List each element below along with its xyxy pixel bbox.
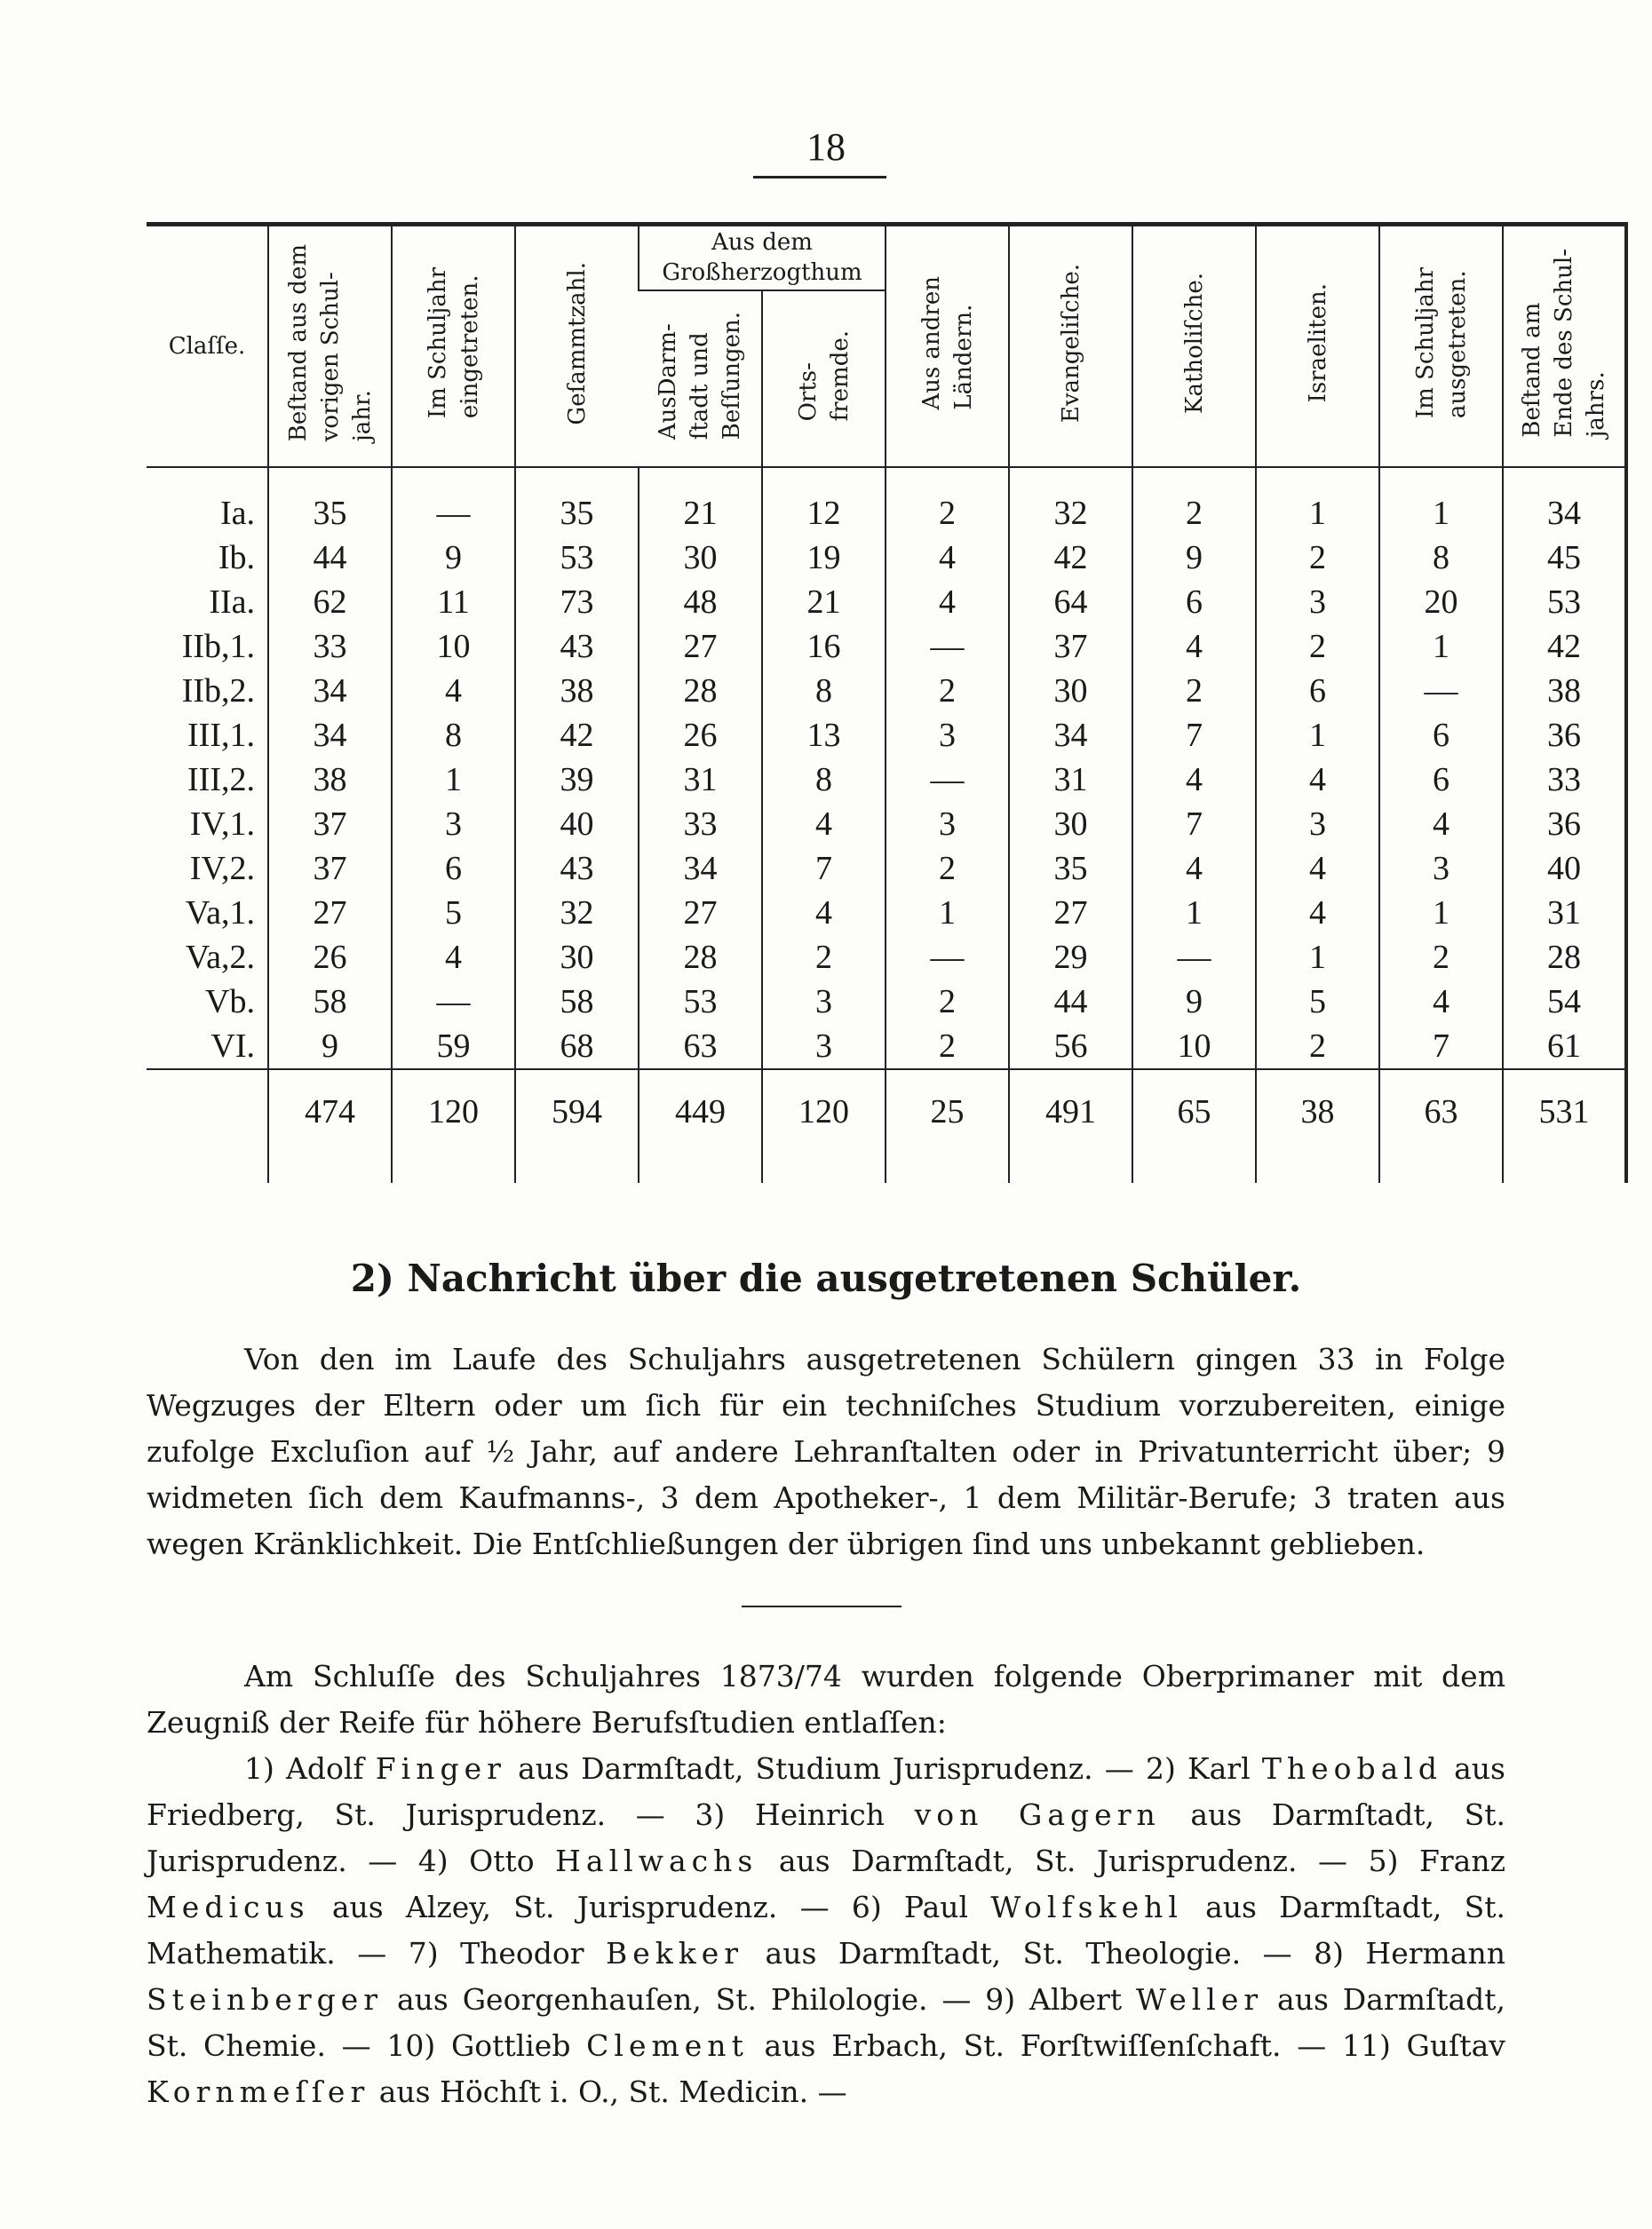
graduate-num: 6)	[851, 1890, 882, 1924]
graduate-last: Steinberger	[147, 1982, 384, 2017]
header-gesammt: Geſammtzahl.	[515, 225, 639, 468]
graduate-last: Bekker	[605, 1936, 744, 1971]
table-cell: 8	[762, 758, 886, 802]
total-cell: 474	[268, 1069, 392, 1183]
class-label-cell: Va,1.	[185, 894, 255, 932]
table-cell: 31	[1503, 891, 1626, 935]
class-label-cell: Va,2.	[185, 939, 255, 976]
table-cell: 2	[886, 669, 1009, 713]
table-cell: 32	[515, 891, 639, 935]
table-cell: 28	[639, 669, 762, 713]
graduate-last: Weller	[1135, 1982, 1264, 2017]
graduates-intro: Am Schluſſe des Schuljahres 1873/74 wurden folgende Oberprimaner mit dem Zeugniß der Reife für höhere Berufsſtudien entlaſſen:	[147, 1659, 1505, 1740]
table-cell: 3	[762, 1024, 886, 1069]
table-cell: 34	[1503, 467, 1626, 535]
graduate-num: 2)	[1145, 1751, 1176, 1786]
table-cell: 4	[1256, 891, 1379, 935]
total-cell: 38	[1256, 1069, 1379, 1183]
table-cell: 3	[762, 980, 886, 1024]
table-cell: 2	[886, 467, 1009, 535]
table-cell: 53	[1503, 580, 1626, 624]
table-row	[147, 758, 1626, 802]
graduates-list	[147, 1751, 1505, 2109]
table-cell: 42	[1503, 624, 1626, 669]
total-cell: 120	[762, 1069, 886, 1183]
table-cell: —	[1379, 669, 1503, 713]
graduate-last: Hallwachs	[555, 1844, 758, 1878]
class-label-cell: III,1.	[187, 717, 255, 754]
table-cell: 53	[639, 980, 762, 1024]
graduate-rest: aus Darmſtadt, St. Theologie. —	[765, 1936, 1292, 1971]
table-row	[147, 713, 1626, 758]
table-cell: 1	[1132, 891, 1256, 935]
table-cell: 2	[886, 1024, 1009, 1069]
student-statistics-table	[147, 222, 1628, 1183]
table-cell: 13	[762, 713, 886, 758]
table-cell: 27	[639, 891, 762, 935]
table-cell: 4	[1132, 624, 1256, 669]
class-label-cell: III,2.	[187, 761, 255, 798]
section-heading: 2) Nachricht über die ausgetretenen Schüler.	[350, 1257, 1302, 1300]
table-row	[147, 935, 1626, 980]
table-cell: 36	[1503, 802, 1626, 846]
table-cell: 4	[886, 535, 1009, 580]
class-label-cell: IV,2.	[189, 850, 255, 887]
table-row	[147, 467, 1626, 535]
table-cell: 38	[515, 669, 639, 713]
header-israeliten: Israeliten.	[1256, 225, 1379, 468]
page-number-rule	[753, 176, 886, 178]
graduate-rest: aus Darmſtadt, St. Jurisprudenz. —	[778, 1844, 1348, 1878]
table-cell: 2	[1256, 624, 1379, 669]
table-cell: 4	[1379, 802, 1503, 846]
table-cell: 44	[268, 535, 392, 580]
graduate-first: Franz	[1418, 1844, 1505, 1878]
table-cell: 37	[1009, 624, 1132, 669]
table-cell: 4	[762, 802, 886, 846]
header-eingetreten: Im Schuljahr eingetreten.	[392, 225, 515, 468]
graduate-last: Wolfskehl	[990, 1890, 1183, 1924]
table-cell: 26	[639, 713, 762, 758]
table-cell: 3	[886, 713, 1009, 758]
table-cell: 64	[1009, 580, 1132, 624]
total-cell: 449	[639, 1069, 762, 1183]
table-cell: 43	[515, 624, 639, 669]
table-cell: —	[886, 758, 1009, 802]
header-darmstadt: AusDarm- ſtadt und Beſſungen.	[639, 290, 762, 467]
total-cell: 531	[1503, 1069, 1626, 1183]
table-cell: 21	[639, 467, 762, 535]
graduate-rest: aus Darmſtadt, Studium Jurisprudenz. —	[518, 1751, 1134, 1786]
table-cell: 1	[1379, 891, 1503, 935]
header-katholisch: Katholiſche.	[1132, 225, 1256, 468]
table-cell: 7	[1132, 802, 1256, 846]
table-cell: 35	[268, 467, 392, 535]
header-ausgetreten: Im Schuljahr ausgetreten.	[1379, 225, 1503, 468]
table-cell: 27	[268, 891, 392, 935]
graduate-first: Otto	[469, 1844, 535, 1878]
graduate-rest: aus Alzey, St. Jurisprudenz. —	[331, 1890, 830, 1924]
class-label-cell: VI.	[210, 1027, 255, 1065]
graduate-rest: aus Darmſtadt, St. Mathematik. —	[147, 1890, 1505, 1971]
table-cell: 10	[392, 624, 515, 669]
table-cell: 10	[1132, 1024, 1256, 1069]
table-cell: 35	[1009, 846, 1132, 891]
header-grossherzogthum: Aus dem Großherzogthum	[639, 225, 886, 290]
table-cell: 3	[1379, 846, 1503, 891]
table-cell: 2	[1256, 1024, 1379, 1069]
table-cell: 36	[1503, 713, 1626, 758]
section-divider	[742, 1606, 901, 1607]
table-row	[147, 802, 1626, 846]
graduate-last: Clement	[586, 2028, 749, 2063]
table-cell: 4	[1132, 758, 1256, 802]
table-cell: 40	[1503, 846, 1626, 891]
table-cell: 38	[268, 758, 392, 802]
table-cell: 3	[886, 802, 1009, 846]
graduate-first: Theodor	[460, 1936, 584, 1971]
graduate-last: Kornmeſſer	[147, 2074, 370, 2109]
graduate-first: Heinrich	[754, 1797, 886, 1832]
table-cell: 59	[392, 1024, 515, 1069]
table-cell: 32	[1009, 467, 1132, 535]
graduate-first: Gottlieb	[450, 2028, 571, 2063]
table-cell: 2	[762, 935, 886, 980]
table-cell: 34	[639, 846, 762, 891]
table-cell: 9	[392, 535, 515, 580]
table-cell: 40	[515, 802, 639, 846]
table-row	[147, 846, 1626, 891]
table-cell: 54	[1503, 980, 1626, 1024]
table-cell: 29	[1009, 935, 1132, 980]
graduate-rest: aus Georgenhauſen, St. Philologie. —	[396, 1982, 972, 2017]
class-label-cell: Vb.	[205, 983, 255, 1020]
table-cell: 34	[268, 713, 392, 758]
table-cell: 4	[886, 580, 1009, 624]
graduate-first: Karl	[1187, 1751, 1251, 1786]
table-cell: 4	[392, 669, 515, 713]
class-label-cell: Ia.	[219, 495, 255, 532]
graduate-rest: aus Friedberg, St. Jurisprudenz. —	[147, 1751, 1505, 1832]
table-cell: 9	[1132, 980, 1256, 1024]
table-cell: 58	[515, 980, 639, 1024]
graduate-num: 3)	[695, 1797, 726, 1832]
table-cell: 8	[762, 669, 886, 713]
table-cell: 30	[1009, 669, 1132, 713]
table-cell: 4	[392, 935, 515, 980]
table-cell: 2	[1132, 669, 1256, 713]
table-cell: 2	[1379, 935, 1503, 980]
total-cell: 120	[392, 1069, 515, 1183]
table-cell: 37	[268, 802, 392, 846]
table-cell: 37	[268, 846, 392, 891]
table-cell: 33	[1503, 758, 1626, 802]
table-cell: 30	[639, 535, 762, 580]
table-cell: 28	[1503, 935, 1626, 980]
table-cell: 56	[1009, 1024, 1132, 1069]
table-row	[147, 1024, 1626, 1069]
table-cell: 27	[1009, 891, 1132, 935]
graduate-num: 7)	[408, 1936, 439, 1971]
table-cell: —	[1132, 935, 1256, 980]
table-cell: 43	[515, 846, 639, 891]
table-cell: 7	[1132, 713, 1256, 758]
table-cell: 34	[268, 669, 392, 713]
graduate-first: Adolf	[286, 1751, 364, 1786]
header-andere-laender: Aus andren Ländern.	[886, 225, 1009, 468]
table-cell: 2	[886, 846, 1009, 891]
table-row	[147, 891, 1626, 935]
class-label-cell: Ib.	[218, 539, 255, 576]
table-cell: 6	[1379, 713, 1503, 758]
graduate-last: Theobald	[1261, 1751, 1442, 1786]
graduate-first: Paul	[903, 1890, 969, 1924]
table-cell: 27	[639, 624, 762, 669]
table-cell: 2	[1132, 467, 1256, 535]
table-cell: 68	[515, 1024, 639, 1069]
graduate-num: 4)	[417, 1844, 449, 1878]
table-row	[147, 624, 1626, 669]
table-cell: 33	[639, 802, 762, 846]
table-row	[147, 980, 1626, 1024]
graduate-num: 10)	[386, 2028, 436, 2063]
table-cell: 2	[1256, 535, 1379, 580]
table-cell: —	[886, 624, 1009, 669]
table-cell: 34	[1009, 713, 1132, 758]
header-classe: Claſſe.	[147, 225, 268, 468]
graduate-entry	[244, 1751, 1146, 1786]
class-label-cell: IIb,1.	[181, 628, 255, 665]
table-cell: 30	[515, 935, 639, 980]
graduate-entry	[386, 2028, 1342, 2063]
table-cell: 5	[392, 891, 515, 935]
table-cell: —	[392, 980, 515, 1024]
total-cell: 65	[1132, 1069, 1256, 1183]
table-body	[147, 467, 1626, 1069]
graduate-last: Medicus	[147, 1890, 310, 1924]
table-cell: 6	[1256, 669, 1379, 713]
table-cell: 35	[515, 467, 639, 535]
graduate-last: von Gagern	[914, 1797, 1161, 1832]
table-cell: 31	[1009, 758, 1132, 802]
graduate-first: Albert	[1029, 1982, 1123, 2017]
graduate-rest: aus Darmſtadt, St. Jurisprudenz. —	[147, 1797, 1505, 1878]
table-cell: 4	[1256, 846, 1379, 891]
header-evangelisch: Evangeliſche.	[1009, 225, 1132, 468]
table-cell: —	[886, 935, 1009, 980]
table-row	[147, 669, 1626, 713]
table-cell: 4	[1132, 846, 1256, 891]
totals-row	[147, 1069, 1626, 1183]
table-cell: 12	[762, 467, 886, 535]
table-row	[147, 580, 1626, 624]
total-cell: 63	[1379, 1069, 1503, 1183]
graduate-last: Finger	[375, 1751, 506, 1786]
graduate-entry	[409, 1936, 1314, 1971]
graduate-rest: aus Erbach, St. Forſtwiſſenſchaft. —	[764, 2028, 1327, 2063]
table-cell: 53	[515, 535, 639, 580]
table-cell: 4	[1256, 758, 1379, 802]
table-cell: 21	[762, 580, 886, 624]
table-cell: 5	[1256, 980, 1379, 1024]
table-cell: 4	[762, 891, 886, 935]
total-cell	[147, 1069, 268, 1183]
table-cell: 63	[639, 1024, 762, 1069]
header-bestand-ende: Beſtand am Ende des Schul- jahrs.	[1503, 225, 1626, 468]
table-cell: 39	[515, 758, 639, 802]
graduate-num: 11)	[1341, 2028, 1391, 2063]
table-cell: 3	[392, 802, 515, 846]
table-cell: 16	[762, 624, 886, 669]
table-cell: 1	[886, 891, 1009, 935]
table-cell: 1	[1256, 713, 1379, 758]
total-cell: 594	[515, 1069, 639, 1183]
table-cell: —	[392, 467, 515, 535]
table-cell: 9	[268, 1024, 392, 1069]
graduate-rest: aus Höchſt i. O., St. Medicin. —	[378, 2074, 847, 2109]
table-cell: 1	[392, 758, 515, 802]
total-cell: 25	[886, 1069, 1009, 1183]
class-label-cell: IIb,2.	[181, 672, 255, 710]
table-cell: 19	[762, 535, 886, 580]
table-cell: 62	[268, 580, 392, 624]
table-cell: 7	[762, 846, 886, 891]
table-cell: 44	[1009, 980, 1132, 1024]
table-cell: 31	[639, 758, 762, 802]
class-label-cell: IV,1.	[189, 805, 255, 843]
table-row	[147, 535, 1626, 580]
table-cell: 8	[1379, 535, 1503, 580]
class-label-cell: IIa.	[209, 583, 255, 621]
table-cell: 6	[1132, 580, 1256, 624]
graduate-first: Hermann	[1365, 1936, 1505, 1971]
graduate-first: Guſtav	[1406, 2028, 1505, 2063]
graduate-num: 5)	[1368, 1844, 1399, 1878]
graduate-rest: aus Darmſtadt, St. Chemie. —	[147, 1982, 1506, 2063]
table-cell: 3	[1256, 580, 1379, 624]
table-cell: 42	[1009, 535, 1132, 580]
table-cell: 3	[1256, 802, 1379, 846]
table-cell: 1	[1379, 624, 1503, 669]
table-cell: 2	[886, 980, 1009, 1024]
table-cell: 6	[392, 846, 515, 891]
table-cell: 61	[1503, 1024, 1626, 1069]
paragraph-graduates	[147, 1654, 1505, 2115]
table-cell: 9	[1132, 535, 1256, 580]
table-cell: 45	[1503, 535, 1626, 580]
header-bestand-vorig: Beſtand aus dem vorigen Schul- jahr.	[268, 225, 392, 468]
graduate-num: 9)	[985, 1982, 1016, 2017]
table-cell: 6	[1379, 758, 1503, 802]
table-cell: 42	[515, 713, 639, 758]
paragraph-departed-students: Von den im Laufe des Schuljahrs ausgetretenen Schülern gingen 33 in Folge Wegzuges der Eltern oder um ſich für ein techniſches Studium vorzubereiten, einige zufolge Excluſion auf ½ Jahr, auf andere Lehranſtalten oder in Privatunterricht über; 9 widmeten ſich dem Kaufmanns-, 3 dem Apotheker-, 1 dem Militär-Berufe; 3 traten aus wegen Kränklichkeit. Die Entſchließungen der übrigen ſind uns unbekannt geblieben.	[147, 1342, 1505, 1561]
table-cell: 48	[639, 580, 762, 624]
graduate-entry	[418, 1844, 1369, 1878]
table-cell: 26	[268, 935, 392, 980]
header-ortsfremde: Orts- fremde.	[762, 290, 886, 467]
table-cell: 33	[268, 624, 392, 669]
table-cell: 30	[1009, 802, 1132, 846]
page-number: 18	[806, 125, 846, 169]
table-cell: 38	[1503, 669, 1626, 713]
table-cell: 11	[392, 580, 515, 624]
table-cell: 1	[1379, 467, 1503, 535]
table-cell: 73	[515, 580, 639, 624]
table-cell: 8	[392, 713, 515, 758]
graduate-num: 1)	[244, 1751, 274, 1786]
total-cell: 491	[1009, 1069, 1132, 1183]
table-cell: 58	[268, 980, 392, 1024]
table-cell: 4	[1379, 980, 1503, 1024]
table-cell: 1	[1256, 467, 1379, 535]
graduate-num: 8)	[1314, 1936, 1344, 1971]
table-cell: 28	[639, 935, 762, 980]
table-cell: 1	[1256, 935, 1379, 980]
table-cell: 7	[1379, 1024, 1503, 1069]
table-cell: 20	[1379, 580, 1503, 624]
